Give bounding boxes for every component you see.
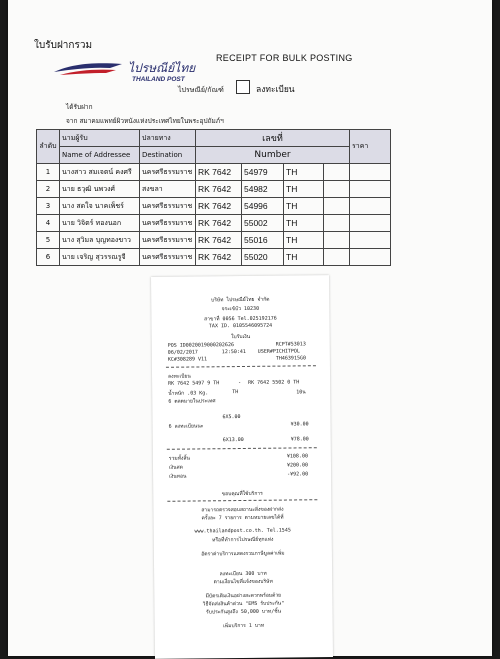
slip-receipt-no: RCPT#53013	[275, 341, 306, 348]
header-dest-en: Destination	[140, 147, 196, 164]
svg-text:ไปรษณีย์ไทย: ไปรษณีย์ไทย	[128, 61, 196, 75]
slip-cash-label: เงินสด	[168, 464, 183, 471]
slip-reg-total: ¥78.00	[290, 436, 309, 443]
slip-change: -¥92.00	[287, 471, 309, 478]
header-dest-th: ปลายทาง	[140, 130, 196, 147]
slip-postcode: จระเข้บัว 10230	[221, 305, 260, 313]
slip-subtotal: ¥108.00	[286, 453, 309, 460]
slip-doc-type: ใบรับเงิน	[231, 333, 251, 341]
slip-promo-4: วิธีจัดส่งสินค้าด่วน "EMS รับประกัน"	[202, 600, 285, 608]
form-title: ใบรับฝากรวม	[34, 40, 93, 51]
slip-reg-label: 6 ลงทะเบียนนะ	[168, 423, 204, 430]
slip-pos-id: POS ID0020019000202626	[167, 342, 234, 349]
slip-note-2: ครั้งละ 7 รายการ ตามหมายเลขได้ที่	[201, 514, 284, 522]
receipt-title: RECEIPT FOR BULK POSTING	[216, 53, 353, 63]
table-row: 6 นาย เจริญ สุวรรณรูจี นครศรีธรรมราช RK 7642 55020 TH	[37, 249, 391, 266]
registered-label: ลงทะเบียน	[256, 85, 295, 95]
slip-subtotal-label: รวมทั้งสิ้น	[168, 455, 190, 462]
header-name-th: นามผู้รับ	[60, 130, 140, 147]
slip-thanks: ขอบคุณที่ใช้บริการ	[221, 490, 263, 498]
header-no: ลำดับ	[37, 130, 60, 164]
header-price: ราคา	[350, 130, 391, 164]
slip-note-3: หรือที่ทำการไปรษณีย์ทุกแห่ง	[212, 536, 274, 544]
slip-promo-2: ตามเงื่อนไขที่แจ้งของบริษัท	[213, 578, 273, 586]
slip-terminal: KC#308289 V11	[167, 356, 208, 363]
slip-date: 06/02/2017	[167, 349, 198, 356]
slip-reg-rate: 6X13.00	[222, 436, 244, 444]
slip-promo-6: เพิ่มบริการ 1 บาท	[223, 622, 265, 630]
table-row: 3 นาง สดใจ นาคเพ็ชร์ นครศรีธรรมราช RK 7642 54996 TH	[37, 198, 391, 215]
slip-range-to: RK 7642 5502 0 TH	[248, 379, 300, 386]
pos-receipt: บริษัท ไปรษณีย์ไทย จำกัด จระเข้บัว 10230 สาขาที่ 0056 Tel.025192176 TAX ID. 0105546095724 ใบรับเงิน POS ID0020019000202626 RCPT#53013 06/02/2017 12:50:41 USER#PICHITPOL KC#308289 V11 TH463915G0 ลงทะเบียน RK 7642 5497 9 TH - RK 7642 5502 0 TH น้ำหนัก .03 Kg. TH 10น 6 ตลตมายในประเทศ 6X5.00 6 ลงทะเบียนนะ ¥30.00 6X13.00 ¥78.00 รวมทั้งสิ้น ¥108.00 เงินสด ¥200.00 เงินทอน -¥92.00 ขอบคุณที่ใช้บริการ สามารถตรวจสอบสถานะสิ่งของฝากส่ง ครั้งละ 7 รายการ ตามหมายเลขได้ที่ www.thailandpost.co.th. Tel.1545 หรือที่ทำการไปรษณีย์ทุกแห่ง อัตราค่าบริการแสดงรวมภาษีมูลค่าเพิ่ม ลงทะเบียน 300 บาท ตามเงื่อนไขที่แจ้งของบริษัท มีบัตรเติมเงินอย่างสะดวกพร้อมด้วย วิธีจัดส่งสินค้าด่วน "EMS รับประกัน" รับประกันสูงถึง 50,000 บาท/ชิ้น เพิ่มบริการ 1 บาท	[151, 275, 333, 659]
table-row: 5 นาง สุวิมล บุญทองขาว นครศรีธรรมราช RK 7642 55016 TH	[37, 232, 391, 249]
table-row: 4 นาย วิจิตร์ ทองนอก นครศรีธรรมราช RK 7642 55002 TH	[37, 215, 391, 232]
header-number-th: เลขที่	[196, 130, 350, 147]
post-office-label: ไปรษณีย์/กัณฑ์	[178, 86, 224, 94]
header-number-en: Number	[196, 147, 350, 164]
slip-weight: น้ำหนัก .03 Kg.	[168, 390, 209, 397]
slip-promo-1: ลงทะเบียน 300 บาท	[219, 570, 267, 578]
slip-user: USER#PICHITPOL	[257, 348, 300, 355]
table-row: 1 นางสาว สมเจตน์ คงศรี นครศรีธรรมราช RK 7642 54979 TH	[37, 164, 391, 181]
received-label: ได้รับฝาก	[66, 103, 93, 111]
header-name-en: Name of Addressee	[60, 147, 140, 164]
slip-weight-code: 10น	[296, 389, 306, 396]
slip-change-label: เงินทอน	[169, 473, 187, 480]
slip-branch: สาขาที่ 0056 Tel.025192176	[204, 315, 277, 323]
slip-postage-label: 6 ตลตมายในประเทศ	[168, 398, 216, 405]
slip-range-from: RK 7642 5497 9 TH	[168, 380, 220, 387]
slip-item-type: ลงทะเบียน	[168, 373, 191, 380]
slip-promo-3: มีบัตรเติมเงินอย่างสะดวกพร้อมด้วย	[205, 592, 282, 600]
sender-line: จาก สมาคมแพทย์ผิวหนังแห่งประเทศไทยในพระอุปถัมภ์ฯ	[66, 117, 224, 125]
slip-weight-country: TH	[232, 389, 239, 396]
addressee-table	[36, 129, 391, 266]
slip-website: www.thailandpost.co.th. Tel.1545	[194, 527, 291, 535]
slip-promo-5: รับประกันสูงถึง 50,000 บาท/ชิ้น	[205, 608, 282, 616]
slip-postage-total: ¥30.00	[290, 421, 309, 428]
svg-text:THAILAND POST: THAILAND POST	[132, 76, 185, 83]
table-row: 2 นาย ธวุฒิ นพวงศ์ สงขลา RK 7642 54982 TH	[37, 181, 391, 198]
scanned-document	[8, 0, 492, 656]
slip-note-1: สามารถตรวจสอบสถานะสิ่งของฝากส่ง	[201, 506, 284, 514]
thailand-post-logo	[52, 58, 212, 84]
slip-time: 12:50:41	[221, 348, 246, 356]
slip-cash: ¥200.00	[286, 462, 309, 469]
slip-company: บริษัท ไปรษณีย์ไทย จำกัด	[210, 296, 270, 304]
slip-tax-id: TAX ID. 0105546095724	[208, 322, 273, 330]
slip-postage-rate: 6X5.00	[222, 414, 241, 421]
slip-note-4: อัตราค่าบริการแสดงรวมภาษีมูลค่าเพิ่ม	[201, 550, 285, 558]
slip-terminal-code: TH463915G0	[275, 355, 307, 362]
registered-checkbox[interactable]	[236, 80, 250, 94]
